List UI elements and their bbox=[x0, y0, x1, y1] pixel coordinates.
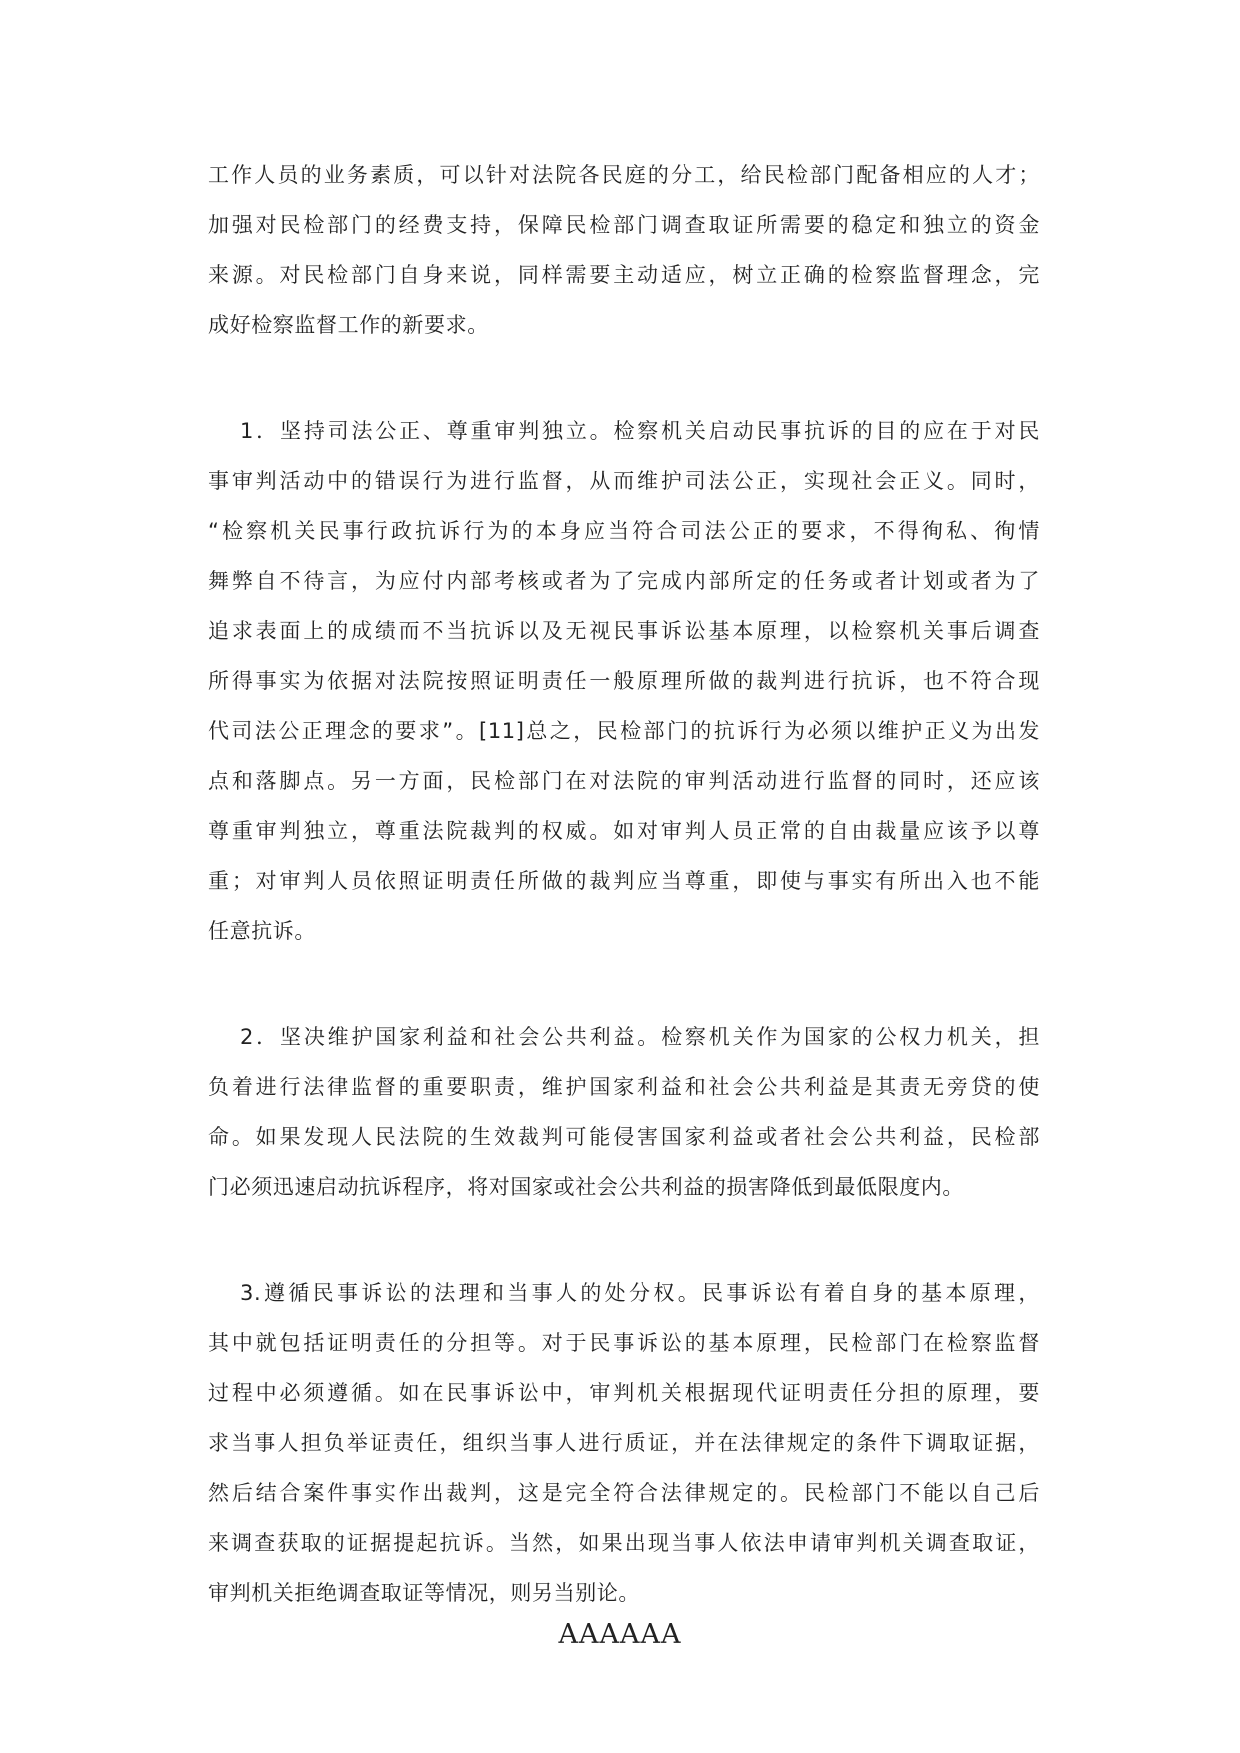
text-line: 重；对审判人员依照证明责任所做的裁判应当尊重，即使与事实有所出入也不能 bbox=[208, 869, 1040, 893]
text-line: 点和落脚点。另一方面，民检部门在对法院的审判活动进行监督的同时，还应该 bbox=[208, 769, 1040, 793]
text-line: 负着进行法律监督的重要职责，维护国家利益和社会公共利益是其责无旁贷的使 bbox=[208, 1075, 1040, 1099]
paragraph-gap bbox=[208, 956, 1040, 1012]
text-line: “检察机关民事行政抗诉行为的本身应当符合司法公正的要求，不得徇私、徇情 bbox=[208, 519, 1040, 543]
text-line: 3.遵循民事诉讼的法理和当事人的处分权。民事诉讼有着自身的基本原理， bbox=[240, 1281, 1040, 1305]
text-line: 命。如果发现人民法院的生效裁判可能侵害国家利益或者社会公共利益，民检部 bbox=[208, 1125, 1040, 1149]
text-line: 2．坚决维护国家利益和社会公共利益。检察机关作为国家的公权力机关，担 bbox=[240, 1025, 1040, 1049]
text-line: 加强对民检部门的经费支持，保障民检部门调查取证所需要的稳定和独立的资金 bbox=[208, 213, 1040, 237]
paragraph-3 bbox=[208, 1012, 1040, 1212]
text-line: 然后结合案件事实作出裁判，这是完全符合法律规定的。民检部门不能以自己后 bbox=[208, 1481, 1040, 1505]
text-line: 求当事人担负举证责任，组织当事人进行质证，并在法律规定的条件下调取证据， bbox=[208, 1431, 1040, 1455]
paragraph-4 bbox=[208, 1268, 1040, 1618]
text-line: 工作人员的业务素质，可以针对法院各民庭的分工，给民检部门配备相应的人才； bbox=[208, 163, 1040, 187]
text-line: 尊重审判独立，尊重法院裁判的权威。如对审判人员正常的自由裁量应该予以尊 bbox=[208, 819, 1040, 843]
paragraph-gap bbox=[208, 1212, 1040, 1268]
paragraph-2 bbox=[208, 406, 1040, 956]
text-line: 门必须迅速启动抗诉程序，将对国家或社会公共利益的损害降低到最低限度内。 bbox=[208, 1175, 964, 1199]
page-footer: AAAAAA bbox=[558, 1619, 682, 1650]
text-line: 追求表面上的成绩而不当抗诉以及无视民事诉讼基本原理，以检察机关事后调查 bbox=[208, 619, 1040, 643]
paragraph-1 bbox=[208, 150, 1040, 350]
text-line: 来调查获取的证据提起抗诉。当然，如果出现当事人依法申请审判机关调查取证， bbox=[208, 1531, 1040, 1555]
document-body bbox=[208, 150, 1040, 1618]
text-line: 舞弊自不待言，为应付内部考核或者为了完成内部所定的任务或者计划或者为了 bbox=[208, 569, 1040, 593]
text-line: 其中就包括证明责任的分担等。对于民事诉讼的基本原理，民检部门在检察监督 bbox=[208, 1331, 1040, 1355]
text-line: 过程中必须遵循。如在民事诉讼中，审判机关根据现代证明责任分担的原理，要 bbox=[208, 1381, 1040, 1405]
text-line: 任意抗诉。 bbox=[208, 919, 316, 943]
text-line: 来源。对民检部门自身来说，同样需要主动适应，树立正确的检察监督理念，完 bbox=[208, 263, 1040, 287]
text-line: 所得事实为依据对法院按照证明责任一般原理所做的裁判进行抗诉，也不符合现 bbox=[208, 669, 1040, 693]
text-line: 审判机关拒绝调查取证等情况，则另当别论。 bbox=[208, 1581, 640, 1605]
text-line: 代司法公正理念的要求”。[11]总之，民检部门的抗诉行为必须以维护正义为出发 bbox=[208, 719, 1040, 743]
text-line: 1．坚持司法公正、尊重审判独立。检察机关启动民事抗诉的目的应在于对民 bbox=[240, 419, 1040, 443]
paragraph-gap bbox=[208, 350, 1040, 406]
text-line: 成好检察监督工作的新要求。 bbox=[208, 313, 489, 337]
text-line: 事审判活动中的错误行为进行监督，从而维护司法公正，实现社会正义。同时， bbox=[208, 469, 1040, 493]
